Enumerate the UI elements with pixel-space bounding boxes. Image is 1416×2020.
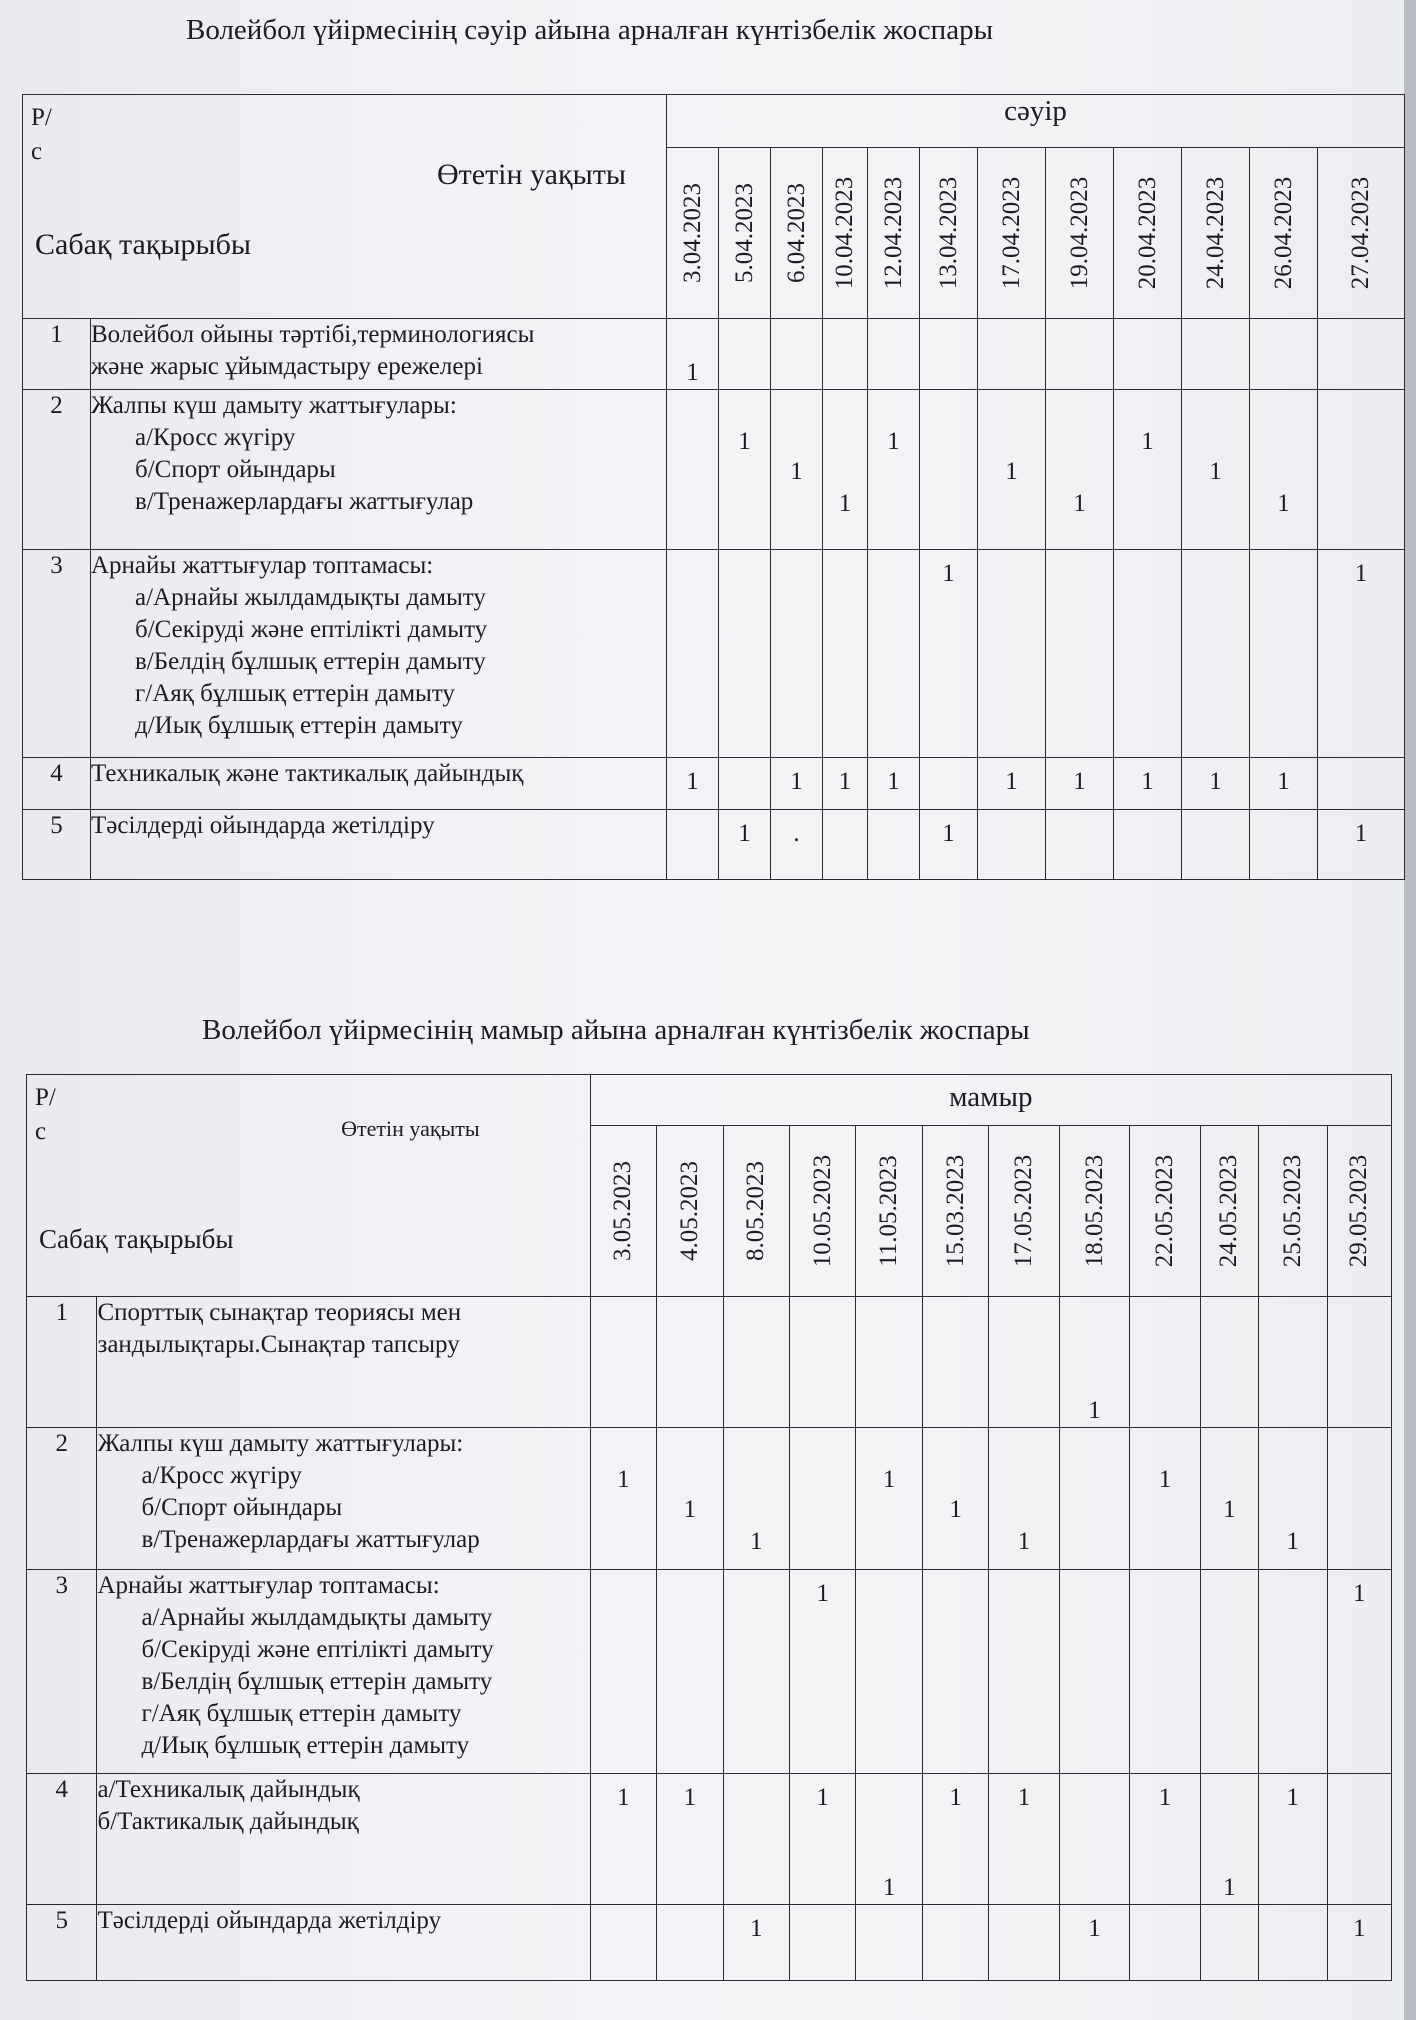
topic-subitem: а/Арнайы жылдамдықты дамыту (141, 1604, 493, 1631)
date-header (771, 148, 823, 319)
session-mark: 1 (617, 1784, 630, 1811)
schedule-cell (978, 810, 1046, 880)
session-mark: 1 (790, 458, 803, 485)
session-mark: 1 (1158, 1784, 1172, 1811)
schedule-cell (1327, 1297, 1392, 1428)
schedule-cell (723, 1428, 789, 1570)
schedule-cell (667, 550, 719, 758)
schedule-cell (989, 1297, 1059, 1428)
session-mark: 1 (1088, 1397, 1101, 1424)
session-mark: 1 (816, 1784, 829, 1811)
session-mark: 1 (882, 1466, 896, 1493)
schedule-cell (1182, 390, 1250, 550)
date-header (1250, 148, 1318, 319)
date-label: 26.04.2023 (1269, 176, 1297, 290)
schedule-cell (771, 758, 823, 810)
date-header (723, 1126, 789, 1297)
schedule-cell (1059, 1570, 1129, 1774)
row-number: 1 (27, 1297, 97, 1428)
date-header (989, 1126, 1059, 1297)
date-label: 15.03.2023 (941, 1154, 969, 1268)
lesson-topic (97, 1297, 590, 1428)
row-number: 3 (27, 1570, 97, 1774)
date-label: 4.05.2023 (675, 1161, 703, 1261)
schedule-cell (920, 810, 978, 880)
date-header (1059, 1126, 1129, 1297)
topic-title: Тәсілдерді ойындарда жетілдіру (91, 812, 435, 839)
date-label: 25.05.2023 (1278, 1154, 1306, 1268)
schedule-cell (1046, 550, 1114, 758)
session-mark: 1 (1277, 768, 1290, 795)
session-mark: 1 (882, 1874, 896, 1901)
session-mark: 1 (942, 820, 955, 847)
session-mark: 1 (887, 768, 900, 795)
lesson-topic (97, 1428, 590, 1570)
row-number: 5 (27, 1905, 97, 1981)
topic-subitem: в/Белдің бұлшық еттерін дамыту (135, 648, 486, 675)
schedule-cell (823, 810, 868, 880)
schedule-cell (1259, 1297, 1327, 1428)
date-label: 10.05.2023 (808, 1154, 836, 1268)
session-mark: 1 (1353, 1915, 1366, 1942)
session-mark: 1 (1354, 820, 1368, 847)
session-mark: 1 (949, 1496, 962, 1523)
date-header (1114, 148, 1182, 319)
date-label: 3.05.2023 (609, 1161, 637, 1261)
schedule-cell (868, 810, 920, 880)
schedule-cell (920, 390, 978, 550)
date-header (667, 148, 719, 319)
may-plan-table (26, 1074, 1392, 1981)
session-mark: 1 (816, 1580, 829, 1607)
lesson-topic (91, 390, 667, 550)
session-mark: 1 (887, 428, 900, 455)
schedule-cell (719, 758, 771, 810)
schedule-cell (989, 1905, 1059, 1981)
topic-subitem: а/Кросс жүгіру (135, 424, 296, 451)
topic-subitem: в/Тренажерлардағы жаттығулар (141, 1526, 480, 1553)
schedule-cell (590, 1570, 656, 1774)
topic-subitem: г/Аяқ бұлшық еттерін дамыту (135, 680, 455, 707)
session-mark: 1 (738, 428, 751, 455)
schedule-cell (920, 550, 978, 758)
schedule-cell (1327, 1428, 1392, 1570)
schedule-cell (989, 1774, 1059, 1905)
schedule-cell (978, 390, 1046, 550)
lesson-topic (97, 1774, 590, 1905)
schedule-cell (771, 319, 823, 390)
topic-header: Сабақ тақырыбы (39, 1224, 234, 1254)
schedule-cell (978, 758, 1046, 810)
schedule-cell (719, 810, 771, 880)
topic-subitem: б/Спорт ойындары (141, 1494, 343, 1521)
session-mark: 1 (1353, 1580, 1366, 1607)
schedule-cell (1250, 758, 1318, 810)
date-header (1318, 148, 1405, 319)
date-label: 3.04.2023 (678, 183, 706, 283)
row-number: 1 (23, 319, 91, 390)
table-row (27, 1774, 1392, 1905)
schedule-cell (868, 758, 920, 810)
topic-title: а/Техникалық дайындық б/Тактикалық дайындық (97, 1776, 360, 1835)
schedule-cell (790, 1297, 856, 1428)
date-label: 8.05.2023 (742, 1161, 770, 1261)
schedule-cell (723, 1297, 789, 1428)
schedule-cell (1130, 1570, 1200, 1774)
table-header-cell (23, 95, 667, 319)
schedule-cell (856, 1570, 922, 1774)
month-header: сәуір (667, 95, 1405, 148)
schedule-cell (856, 1905, 922, 1981)
date-header (1259, 1126, 1327, 1297)
session-mark: 1 (1286, 1528, 1300, 1555)
schedule-cell (1200, 1570, 1258, 1774)
schedule-cell (1250, 810, 1318, 880)
schedule-cell (1114, 550, 1182, 758)
schedule-cell (657, 1905, 723, 1981)
date-header (657, 1126, 723, 1297)
schedule-cell (1182, 758, 1250, 810)
session-mark: 1 (1088, 1915, 1101, 1942)
row-number: 4 (23, 758, 91, 810)
schedule-cell (920, 758, 978, 810)
topic-title: Жалпы күш дамыту жаттығулары: (91, 392, 457, 419)
topic-title: Спорттық сынақтар теориясы мен зандылықтары.Сынақтар тапсыру (97, 1299, 462, 1358)
date-label: 22.05.2023 (1150, 1154, 1178, 1268)
schedule-cell (590, 1297, 656, 1428)
schedule-cell (1318, 390, 1405, 550)
schedule-cell (1327, 1905, 1392, 1981)
schedule-cell (1059, 1297, 1129, 1428)
schedule-cell (868, 390, 920, 550)
session-mark: . (793, 820, 800, 847)
schedule-cell (1318, 758, 1405, 810)
schedule-cell (1114, 810, 1182, 880)
topic-title: Жалпы күш дамыту жаттығулары: (97, 1430, 464, 1457)
schedule-cell (790, 1905, 856, 1981)
schedule-cell (723, 1570, 789, 1774)
schedule-cell (1318, 319, 1405, 390)
table-row (23, 810, 1405, 880)
date-label: 17.04.2023 (997, 176, 1025, 290)
schedule-cell (590, 1428, 656, 1570)
date-label: 13.04.2023 (934, 176, 962, 290)
date-label: 18.05.2023 (1080, 1154, 1108, 1268)
schedule-cell (590, 1774, 656, 1905)
rc-header: Р/ с (31, 104, 52, 165)
schedule-cell (1200, 1428, 1258, 1570)
schedule-cell (1182, 319, 1250, 390)
schedule-cell (590, 1905, 656, 1981)
row-number: 2 (27, 1428, 97, 1570)
date-header (719, 148, 771, 319)
schedule-cell (657, 1297, 723, 1428)
lesson-topic (91, 319, 667, 390)
schedule-cell (1200, 1297, 1258, 1428)
session-mark: 1 (683, 1784, 697, 1811)
schedule-cell (1046, 810, 1114, 880)
date-header (1200, 1126, 1258, 1297)
schedule-cell (1046, 758, 1114, 810)
table-row (27, 1428, 1392, 1570)
topic-title: Арнайы жаттығулар топтамасы: (91, 552, 434, 579)
topic-title: Волейбол ойыны тәртібі,терминологиясы және жарыс ұйымдастыру ережелері (91, 321, 535, 380)
date-header (823, 148, 868, 319)
schedule-cell (719, 390, 771, 550)
row-number: 3 (23, 550, 91, 758)
topic-subitem: в/Белдің бұлшық еттерін дамыту (141, 1668, 493, 1695)
schedule-cell (1059, 1774, 1129, 1905)
schedule-cell (657, 1428, 723, 1570)
session-mark: 1 (1209, 458, 1222, 485)
session-mark: 1 (686, 359, 699, 386)
topic-subitem: б/Секіруді және ептілікті дамыту (141, 1636, 494, 1663)
schedule-cell (1059, 1428, 1129, 1570)
schedule-cell (823, 390, 868, 550)
schedule-cell (1046, 390, 1114, 550)
schedule-cell (1130, 1428, 1200, 1570)
schedule-cell (922, 1570, 988, 1774)
schedule-cell (1200, 1905, 1258, 1981)
row-number: 2 (23, 390, 91, 550)
session-mark: 1 (1141, 428, 1154, 455)
schedule-cell (1259, 1428, 1327, 1570)
schedule-cell (1259, 1570, 1327, 1774)
date-label: 29.05.2023 (1345, 1154, 1373, 1268)
schedule-cell (978, 550, 1046, 758)
schedule-cell (856, 1428, 922, 1570)
schedule-cell (1130, 1905, 1200, 1981)
session-mark: 1 (1017, 1784, 1031, 1811)
lesson-topic (91, 810, 667, 880)
schedule-cell (922, 1774, 988, 1905)
may-plan-title: Волейбол үйірмесінің мамыр айына арналған күнтізбелік жоспары (202, 1014, 1030, 1046)
schedule-cell (823, 319, 868, 390)
date-label: 19.04.2023 (1065, 176, 1093, 290)
schedule-cell (667, 810, 719, 880)
session-mark: 1 (1005, 768, 1018, 795)
schedule-cell (723, 1774, 789, 1905)
session-mark: 1 (1277, 490, 1290, 517)
schedule-cell (1059, 1905, 1129, 1981)
schedule-cell (922, 1428, 988, 1570)
date-header (856, 1126, 922, 1297)
schedule-cell (868, 550, 920, 758)
schedule-cell (920, 319, 978, 390)
topic-subitem: г/Аяқ бұлшық еттерін дамыту (141, 1700, 462, 1727)
topic-subitem: б/Спорт ойындары (135, 456, 336, 483)
schedule-cell (989, 1570, 1059, 1774)
session-mark: 1 (683, 1496, 697, 1523)
schedule-cell (723, 1905, 789, 1981)
session-mark: 1 (686, 768, 699, 795)
session-mark: 1 (838, 490, 852, 517)
session-mark: 1 (1209, 768, 1222, 795)
date-label: 27.04.2023 (1347, 176, 1375, 290)
session-mark: 1 (1223, 1874, 1236, 1901)
date-header (1182, 148, 1250, 319)
session-mark: 1 (1158, 1466, 1172, 1493)
schedule-cell (978, 319, 1046, 390)
row-number: 5 (23, 810, 91, 880)
schedule-cell (771, 810, 823, 880)
date-header (790, 1126, 856, 1297)
date-label: 12.04.2023 (879, 176, 907, 290)
schedule-cell (856, 1774, 922, 1905)
schedule-cell (989, 1428, 1059, 1570)
schedule-cell (657, 1774, 723, 1905)
schedule-cell (868, 319, 920, 390)
topic-subitem: б/Секіруді және ептілікті дамыту (135, 616, 488, 643)
session-mark: 1 (1073, 768, 1086, 795)
schedule-cell (1200, 1774, 1258, 1905)
schedule-cell (1046, 319, 1114, 390)
date-label: 24.05.2023 (1215, 1154, 1243, 1268)
date-header (978, 148, 1046, 319)
table-row (27, 1570, 1392, 1774)
date-label: 17.05.2023 (1010, 1154, 1038, 1268)
table-row (23, 758, 1405, 810)
lesson-topic (91, 550, 667, 758)
date-label: 5.04.2023 (730, 183, 758, 283)
topic-title: Тәсілдерді ойындарда жетілдіру (97, 1907, 442, 1934)
schedule-cell (1327, 1570, 1392, 1774)
date-header (590, 1126, 656, 1297)
lesson-topic (91, 758, 667, 810)
schedule-cell (1250, 550, 1318, 758)
april-plan-title: Волейбол үйірмесінің сәуір айына арналған күнтізбелік жоспары (186, 14, 994, 46)
session-mark: 1 (838, 768, 852, 795)
date-label: 6.04.2023 (782, 183, 810, 283)
table-row (23, 390, 1405, 550)
session-mark: 1 (1223, 1496, 1236, 1523)
table-row (27, 1905, 1392, 1981)
april-plan-table (22, 94, 1405, 880)
schedule-cell (667, 319, 719, 390)
schedule-cell (657, 1570, 723, 1774)
schedule-cell (1130, 1297, 1200, 1428)
table-row (23, 550, 1405, 758)
schedule-cell (719, 550, 771, 758)
session-mark: 1 (1073, 490, 1086, 517)
date-label: 20.04.2023 (1133, 176, 1161, 290)
session-mark: 1 (1286, 1784, 1300, 1811)
rc-header: Р/ с (35, 1084, 56, 1145)
schedule-cell (1114, 758, 1182, 810)
session-mark: 1 (942, 560, 955, 587)
session-mark: 1 (1354, 560, 1368, 587)
table-header-cell (27, 1075, 591, 1297)
schedule-cell (667, 390, 719, 550)
schedule-cell (1250, 319, 1318, 390)
schedule-cell (922, 1905, 988, 1981)
schedule-cell (1327, 1774, 1392, 1905)
time-header: Өтетін уақыты (341, 1116, 480, 1141)
topic-subitem: а/Кросс жүгіру (141, 1462, 302, 1489)
date-header (922, 1126, 988, 1297)
date-header (1046, 148, 1114, 319)
schedule-cell (667, 758, 719, 810)
date-header (920, 148, 978, 319)
schedule-cell (1182, 550, 1250, 758)
schedule-cell (856, 1297, 922, 1428)
table-row (23, 319, 1405, 390)
session-mark: 1 (790, 768, 803, 795)
date-header (1327, 1126, 1392, 1297)
topic-subitem: а/Арнайы жылдамдықты дамыту (135, 584, 486, 611)
schedule-cell (1130, 1774, 1200, 1905)
date-label: 11.05.2023 (875, 1155, 903, 1267)
session-mark: 1 (1017, 1528, 1031, 1555)
date-label: 10.04.2023 (831, 176, 858, 290)
schedule-cell (1250, 390, 1318, 550)
schedule-cell (1114, 319, 1182, 390)
schedule-cell (1259, 1774, 1327, 1905)
topic-title: Техникалық және тактикалық дайындық (91, 760, 524, 787)
date-header (868, 148, 920, 319)
time-header: Өтетін уақыты (436, 158, 626, 191)
session-mark: 1 (750, 1528, 763, 1555)
lesson-topic (97, 1570, 590, 1774)
schedule-cell (823, 758, 868, 810)
session-mark: 1 (750, 1915, 763, 1942)
date-header (1130, 1126, 1200, 1297)
page-edge (1404, 0, 1416, 2020)
session-mark: 1 (1005, 458, 1018, 485)
topic-header: Сабақ тақырыбы (35, 228, 252, 261)
schedule-cell (719, 319, 771, 390)
schedule-cell (1259, 1905, 1327, 1981)
session-mark: 1 (617, 1466, 630, 1493)
date-label: 24.04.2023 (1201, 176, 1229, 290)
schedule-cell (1182, 810, 1250, 880)
topic-subitem: в/Тренажерлардағы жаттығулар (135, 488, 474, 515)
topic-subitem: д/Иық бұлшық еттерін дамыту (135, 712, 463, 739)
schedule-cell (1318, 810, 1405, 880)
schedule-cell (771, 550, 823, 758)
session-mark: 1 (738, 820, 751, 847)
schedule-cell (1318, 550, 1405, 758)
schedule-cell (790, 1570, 856, 1774)
schedule-cell (823, 550, 868, 758)
session-mark: 1 (1141, 768, 1154, 795)
schedule-cell (790, 1774, 856, 1905)
session-mark: 1 (949, 1784, 962, 1811)
row-number: 4 (27, 1774, 97, 1905)
month-header: мамыр (590, 1075, 1391, 1126)
topic-subitem: д/Иық бұлшық еттерін дамыту (141, 1732, 470, 1759)
schedule-cell (790, 1428, 856, 1570)
table-row (27, 1297, 1392, 1428)
lesson-topic (97, 1905, 590, 1981)
schedule-cell (922, 1297, 988, 1428)
schedule-cell (771, 390, 823, 550)
topic-title: Арнайы жаттығулар топтамасы: (97, 1572, 440, 1599)
schedule-cell (1114, 390, 1182, 550)
